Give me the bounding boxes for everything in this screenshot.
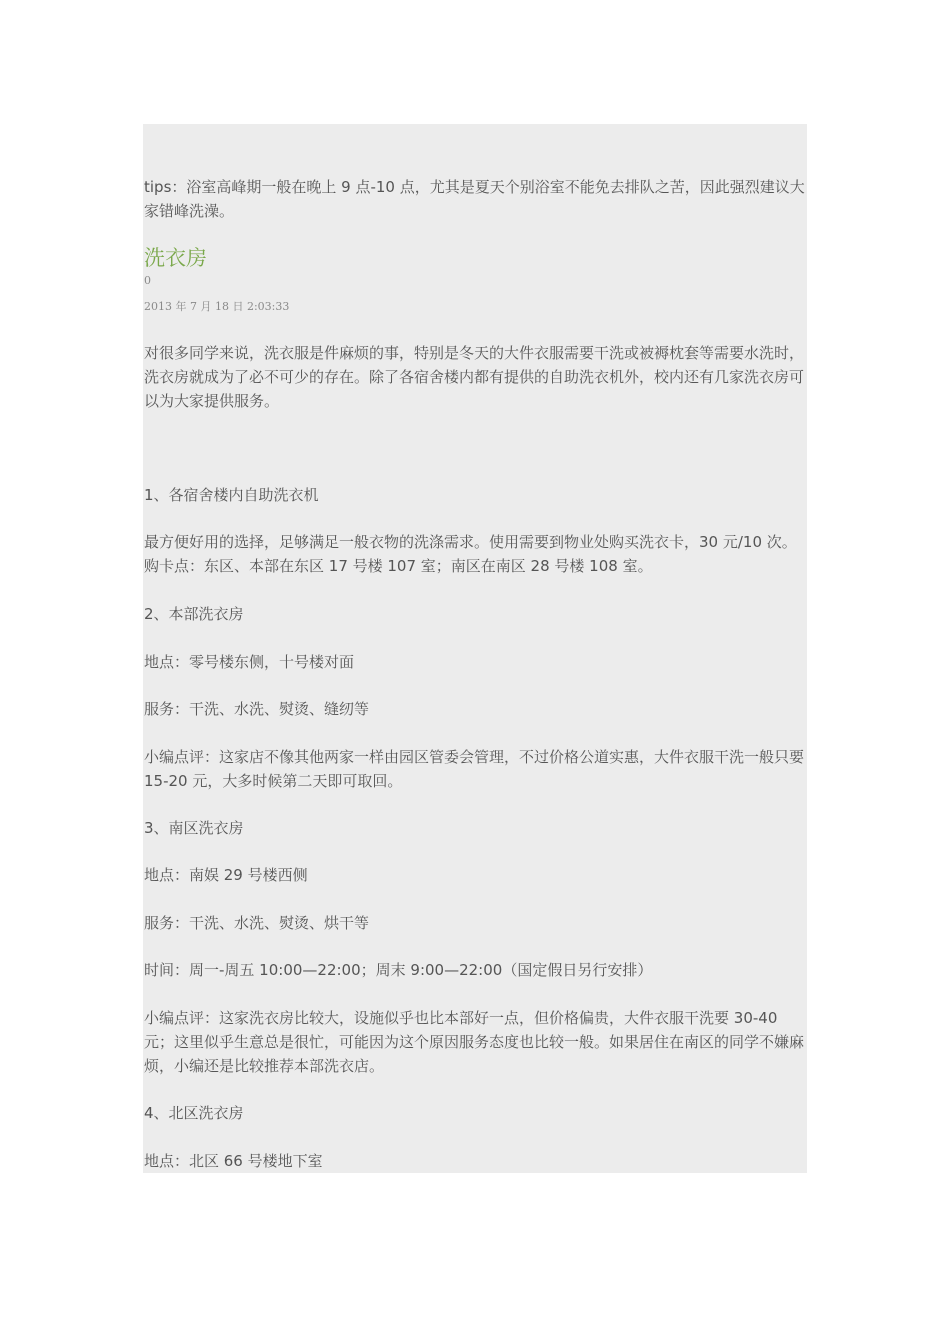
item3-hours: 时间：周一-周五 10:00—22:00；周末 9:00—22:00（国定假日另行安排） [144,961,653,979]
item1-heading: 1、各宿舍楼内自助洗衣机 [144,486,319,504]
item2-review: 小编点评：这家店不像其他两家一样由园区管委会管理，不过价格公道实惠，大件衣服干洗一般只要 15-20 元，大多时候第二天即可取回。 [144,748,805,790]
post-date: 2013 年 7 月 18 日 2:03:33 [144,300,290,313]
item1-text: 最方便好用的选择，足够满足一般衣物的洗涤需求。使用需要到物业处购买洗衣卡，30 元/10 次。购卡点：东区、本部在东区 17 号楼 107 室；南区在南区 28 号楼 108 室。 [144,533,797,575]
item4-location: 地点：北区 66 号楼地下室 [144,1152,323,1170]
item3-service: 服务：干洗、水洗、熨烫、烘干等 [144,914,370,932]
item3-location: 地点：南娱 29 号楼西侧 [144,866,308,884]
tips-paragraph: tips：浴室高峰期一般在晚上 9 点-10 点，尤其是夏天个别浴室不能免去排队之苦，因此强烈建议大家错峰洗澡。 [144,178,805,220]
item3-review: 小编点评：这家洗衣房比较大，设施似乎也比本部好一点，但价格偏贵，大件衣服干洗要 30-40 元；这里似乎生意总是很忙，可能因为这个原因服务态度也比较一般。如果居住在南区的同学不嫌麻烦，小编还是比较推荐本部洗衣店。 [144,1009,805,1075]
item2-service: 服务：干洗、水洗、熨烫、缝纫等 [144,700,370,718]
item3-heading: 3、南区洗衣房 [144,819,244,837]
item4-heading: 4、北区洗衣房 [144,1104,244,1122]
article-content [143,124,807,1173]
comment-count: 0 [144,274,151,287]
section-title: 洗衣房 [144,246,207,270]
item2-location: 地点：零号楼东侧，十号楼对面 [144,653,355,671]
intro-paragraph: 对很多同学来说，洗衣服是件麻烦的事，特别是冬天的大件衣服需要干洗或被褥枕套等需要水洗时，洗衣房就成为了必不可少的存在。除了各宿舍楼内都有提供的自助洗衣机外，校内还有几家洗衣房可以为大家提供服务。 [144,344,805,410]
item2-heading: 2、本部洗衣房 [144,605,244,623]
